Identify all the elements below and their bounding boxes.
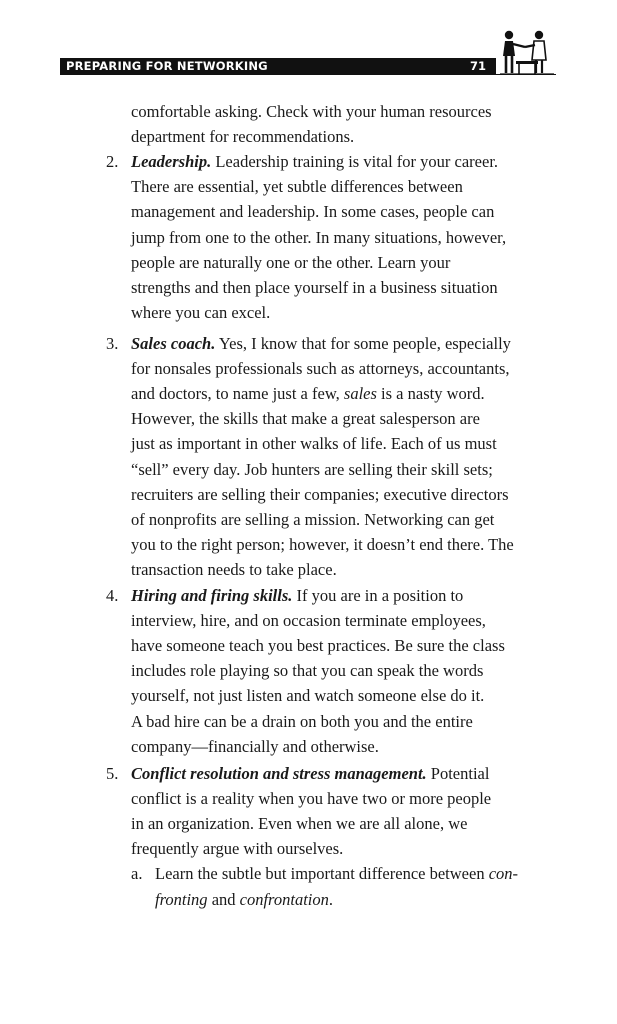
paragraph-line: management and leadership. In some cases, people can bbox=[131, 202, 495, 222]
list-number: 5. bbox=[106, 764, 119, 783]
paragraph-line: frequently argue with ourselves. bbox=[131, 839, 344, 859]
paragraph-line: There are essential, yet subtle differences between bbox=[131, 177, 463, 197]
italic-term: con- bbox=[488, 864, 519, 884]
paragraph-line bbox=[131, 381, 485, 406]
list-number: 2. bbox=[106, 152, 119, 172]
text-run: . bbox=[328, 889, 333, 909]
item-title: Conflict resolution and stress management. bbox=[131, 764, 427, 783]
paragraph-line: in an organization. Even when we are all alone, we bbox=[131, 814, 468, 834]
item-title: Sales coach. bbox=[131, 334, 216, 353]
sublist-item bbox=[155, 861, 518, 886]
paragraph-line: yourself, not just listen and watch someone else do it. bbox=[131, 686, 485, 706]
paragraph-line: recruiters are selling their companies; executive directors bbox=[131, 484, 509, 504]
italic-term: sales bbox=[343, 384, 377, 404]
paragraph-line: A bad hire can be a drain on both you and the entire bbox=[131, 711, 473, 731]
list-item-conflict-resolution bbox=[131, 761, 489, 786]
text-run: is a nasty word. bbox=[376, 384, 485, 404]
paragraph-line: conflict is a reality when you have two or more people bbox=[131, 789, 492, 809]
paragraph-line: have someone teach you best practices. Be sure the class bbox=[131, 636, 505, 656]
paragraph-line: comfortable asking. Check with your human resources bbox=[131, 102, 492, 121]
italic-term: fronting bbox=[155, 889, 208, 909]
paragraph-line: of nonprofits are selling a mission. Networking can get bbox=[131, 509, 495, 529]
item-title: Leadership. bbox=[131, 152, 212, 172]
page-number: 71 bbox=[469, 59, 486, 73]
text-run: and doctors, to name just a few, bbox=[131, 384, 344, 404]
paragraph-line: However, the skills that make a great salesperson are bbox=[131, 409, 480, 429]
paragraph-line: jump from one to the other. In many situations, however, bbox=[131, 227, 507, 247]
paragraph-line: interview, hire, and on occasion terminate employees, bbox=[131, 611, 486, 631]
paragraph-line: strengths and then place yourself in a business situation bbox=[131, 277, 498, 297]
paragraph-line: company—financially and otherwise. bbox=[131, 736, 379, 756]
section-title: PREPARING FOR NETWORKING bbox=[66, 59, 268, 73]
paragraph-line: you to the right person; however, it doesn’t end there. The bbox=[131, 534, 514, 554]
text-run: and bbox=[207, 889, 240, 909]
paragraph-line: includes role playing so that you can speak the words bbox=[131, 661, 484, 681]
item-text: Leadership training is vital for your career. bbox=[211, 152, 499, 172]
italic-term: confrontation bbox=[239, 889, 329, 909]
paragraph-line: “sell” every day. Job hunters are selling their skill sets; bbox=[131, 459, 493, 479]
text-run: Learn the subtle but important difference between bbox=[155, 864, 489, 884]
list-item-sales-coach bbox=[131, 331, 511, 356]
paragraph-line: where you can excel. bbox=[131, 302, 271, 322]
item-text: If you are in a position to bbox=[292, 586, 464, 605]
paragraph-line: department for recommendations. bbox=[131, 127, 355, 147]
paragraph-line: just as important in other walks of life. Each of us must bbox=[131, 434, 497, 454]
list-number: 4. bbox=[106, 586, 119, 605]
paragraph-line: transaction needs to take place. bbox=[131, 559, 337, 579]
item-title: Hiring and firing skills. bbox=[131, 586, 293, 605]
sublist-letter: a. bbox=[131, 864, 143, 884]
paragraph-line: people are naturally one or the other. Learn your bbox=[131, 252, 451, 272]
list-number: 3. bbox=[106, 334, 119, 353]
header-bar bbox=[60, 58, 496, 75]
list-item-hiring-firing bbox=[131, 583, 463, 608]
item-text: Yes, I know that for some people, especially bbox=[215, 334, 511, 353]
handshake-icon bbox=[496, 28, 558, 76]
item-text: Potential bbox=[426, 764, 490, 783]
paragraph-line: for nonsales professionals such as attorneys, accountants, bbox=[131, 359, 510, 379]
list-item-leadership bbox=[131, 149, 498, 174]
paragraph-line bbox=[155, 887, 333, 912]
